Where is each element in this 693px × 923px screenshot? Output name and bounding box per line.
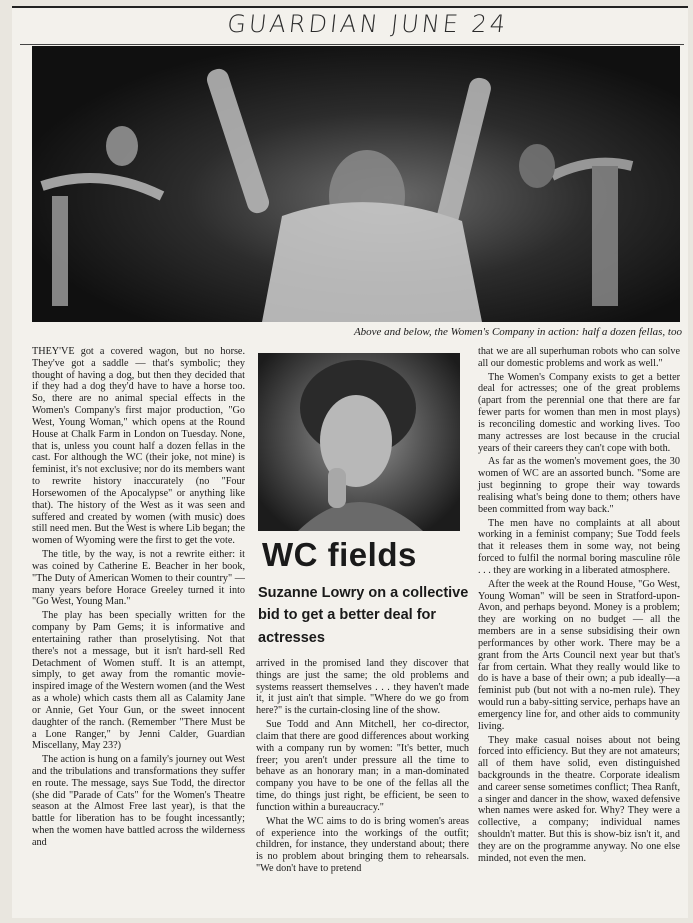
paragraph: THEY'VE got a covered wagon, but no horse. They've got a saddle — that's symbolic; they thought of having a dog, but then they decided that if they had a dog they'd have to have a horse too. So, there are no animal special effects in the Women's Company's first major production, "Go West, Young Woman," which opens at the Round House at Chalk Farm in London on Tuesday. None, that is, unless you count half a dozen fellas in the cast. For although the WC (their joke, not mine) is feminist, it's not exclusive; nor do its members want to rewrite history inaccurately (no "Four Horsewomen of the Apocalypse" or anything like that). The history of the West as it was seen and suffered and created by women (with music) does still need men. But the West is where Lib began; the women of Wyoming were the first to get the vote.: [32, 346, 245, 547]
photo-caption: Above and below, the Women's Company in action: half a dozen fellas, too: [353, 326, 682, 338]
paragraph: arrived in the promised land they discover that things are just the same; the old problems and systems reassert themselves . . . they haven't made it, it just ain't that simple. "Where do we go from here?" is the curtain-closing line of the show.: [256, 658, 469, 717]
paragraph: They make casual noises about not being forced into efficiency. But they are not amateurs; all of them have solid, even distinguished backgrounds in the theatre. Corporate idealism and career sense sometimes conflict; Thea Ranft, a singer and dancer in the show, waxed defensive when names were asked for. Why? They were a collective, a company; individual names shouldn't matter. But this is show-biz isn't it, and they are on the programme anyway. No one else minded, not even the men.: [478, 734, 680, 864]
paragraph: that we are all superhuman robots who can solve all our domestic problems and work as well.": [478, 346, 680, 369]
headline: WC fields: [262, 536, 417, 573]
paragraph: The title, by the way, is not a rewrite either: it was coined by Catherine E. Beacher in her book, "The Duty of American Women to their country" — many years before Horace Greeley turned it into "Go West, Young Man.": [32, 549, 245, 608]
article-column-1: [32, 346, 245, 851]
paragraph: The men have no complaints at all about working in a feminist company; Sue Todd feels that it releases them in some way, not being forced to fulfil the normal boring masculine rôle . . . they are working in a liberated atmosphere.: [478, 517, 680, 576]
article-column-2: [256, 658, 469, 877]
handwritten-date-note: GUARDIAN JUNE 24: [225, 10, 510, 38]
portrait-photo: [258, 353, 460, 531]
newspaper-clipping: [12, 6, 688, 918]
article-column-3: [478, 346, 680, 867]
paragraph: Sue Todd and Ann Mitchell, her co-director, claim that there are good differences about working with a company run by women: "It's better, much freer; you aren't under pressure all the time to behave as an honorary man; in a man-dominated company you have to be one of the fellas all the time, do things just right, be efficient, be seen to function within a bureaucracy.": [256, 719, 469, 813]
header-rule: [20, 44, 684, 45]
top-photo-performers: [32, 46, 680, 322]
paragraph: The action is hung on a family's journey out West and the tribulations and transformations they suffer en route. The message, says Sue Todd, the director (she did "Parade of Cats" for the Women's Theatre season at the Almost Free last year), is that the battle for liberation has to be fought incessantly; when the women have battled across the wilderness and: [32, 754, 245, 848]
paragraph: As far as the women's movement goes, the 30 women of WC are an assorted bunch. "Some are just beginning to grope their way towards realising what's being done to them; others have been committed from way back.": [478, 456, 680, 515]
paragraph: What the WC aims to do is bring women's areas of experience into the workings of the outfit; children, for instance, they understand about; there is no problem about bringing them to rehearsals. "We don't have to pretend: [256, 815, 469, 875]
standfirst-byline: Suzanne Lowry on a collective bid to get a better deal for actresses: [258, 585, 469, 646]
paragraph: The Women's Company exists to get a better deal for actresses; one of the great problems (apart from the perennial one that there are far fewer parts for women than men in most plays) is reconciling domestic and working lives. Too many actresses are lost because in the crucial years of their careers they can't cope with both.: [478, 371, 680, 454]
paragraph: After the week at the Round House, "Go West, Young Woman" will be seen in Stratford-upon-Avon, and perhaps beyond. Money is a problem; they are working on no budget — all the members are in a sense subsidising their own performances by other work. There may be a grant from the Arts Council next year but that's far from certain. What they really would like to do is have a base of their own; a pub ideally—a feminist pub (but not with a no-men rule). They would run a baby-sitting service, perhaps have an emergency line for, and other aids to community living.: [478, 578, 680, 732]
paragraph: The play has been specially written for the company by Pam Gems; it is informative and entertaining rather than proselytising. Not that there's not a message, but it isn't hard-sell Red Detachment of Women stuff. It is an attempt, simply, to get away from the romantic movie-inspired image of the Western women (and the West as a whole) which casts them all as Calamity Jane or Annie, Get Your Gun, or the sweet innocent daughter of the ranch. (Remember "There Must be a Lone Ranger," by Jenni Calder, Guardian Miscellany, May 23?): [32, 610, 245, 752]
